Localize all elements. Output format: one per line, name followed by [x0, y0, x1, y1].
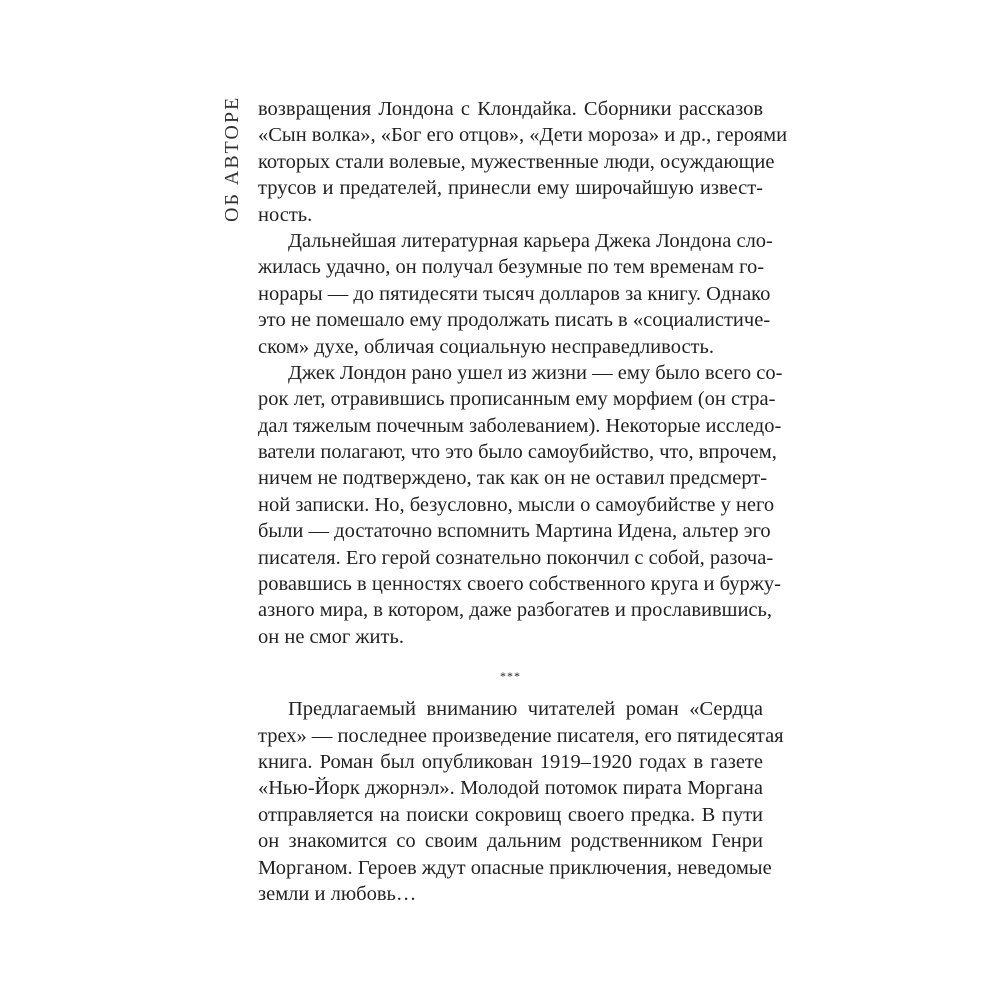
section-separator: *** [500, 669, 521, 684]
text-line: трусов и предателей, принесли ему широчайшую извест- [258, 177, 763, 200]
text-line: которых стали волевые, мужественные люди, осуждающие [258, 150, 775, 173]
text-line: писателя. Его герой сознательно покончил с собой, разоча- [258, 546, 774, 569]
text-line: ной записки. Но, безусловно, мысли о самоубийстве у него [258, 493, 775, 516]
text-line: ность. [258, 203, 313, 226]
text-line: Дальнейшая литературная карьера Джека Лондона сло- [288, 229, 773, 252]
text-line: азного мира, в котором, даже разбогатев и прославившись, [258, 599, 772, 622]
text-line: жилась удачно, он получал безумные по тем временам го- [258, 256, 765, 279]
text-line: рок лет, отравившись прописанным ему морфием (он стра- [258, 388, 776, 411]
paragraph [258, 228, 773, 360]
running-head: ОБ АВТОРЕ [221, 95, 243, 222]
paragraph [258, 96, 788, 228]
text-line: трех» — последнее произведение писателя, его пятидесятая [258, 724, 784, 747]
text-line: возвращения Лондона с Клондайка. Сборники рассказов [258, 98, 763, 120]
text-line: книга. Роман был опубликован 1919–1920 годах в газете [258, 750, 763, 773]
text-line: Джек Лондон рано ушел из жизни — ему было всего со- [288, 361, 783, 384]
text-line: Морганом. Героев ждут опасные приключения, неведомые [258, 856, 772, 879]
text-line: Предлагаемый вниманию читателей роман «Сердца [288, 698, 763, 721]
text-line: он знакомится со своим дальним родственником Генри [258, 830, 763, 853]
text-line: «Сын волка», «Бог его отцов», «Дети мороза» и др., героями [258, 124, 788, 147]
text-line: ровавшись в ценностях своего собственного круга и буржу- [258, 573, 781, 596]
text-line: ничем не подтверждено, так как он не оставил предсмерт- [258, 467, 768, 490]
text-line: земли и любовь… [258, 882, 417, 905]
paragraph [258, 696, 784, 907]
text-line: «Нью-Йорк джорнэл». Молодой потомок пирата Моргана [258, 777, 763, 800]
text-line: были — достаточно вспомнить Мартина Идена, альтер эго [258, 520, 771, 543]
text-line: отправляется на поиски сокровищ своего предка. В пути [258, 803, 763, 826]
body-text [258, 96, 788, 907]
text-line: дал тяжелым почечным заболеванием). Некоторые исследо- [258, 414, 782, 437]
text-line: он не смог жить. [258, 625, 404, 648]
text-line: ском» духе, обличая социальную несправедливость. [258, 335, 714, 358]
text-line: ватели полагают, что это было самоубийство, что, впрочем, [258, 441, 777, 464]
text-line: норары — до пятидесяти тысяч долларов за книгу. Однако [258, 282, 771, 305]
text-line: это не помешало ему продолжать писать в «социалистиче- [258, 309, 771, 332]
paragraph [258, 360, 783, 650]
